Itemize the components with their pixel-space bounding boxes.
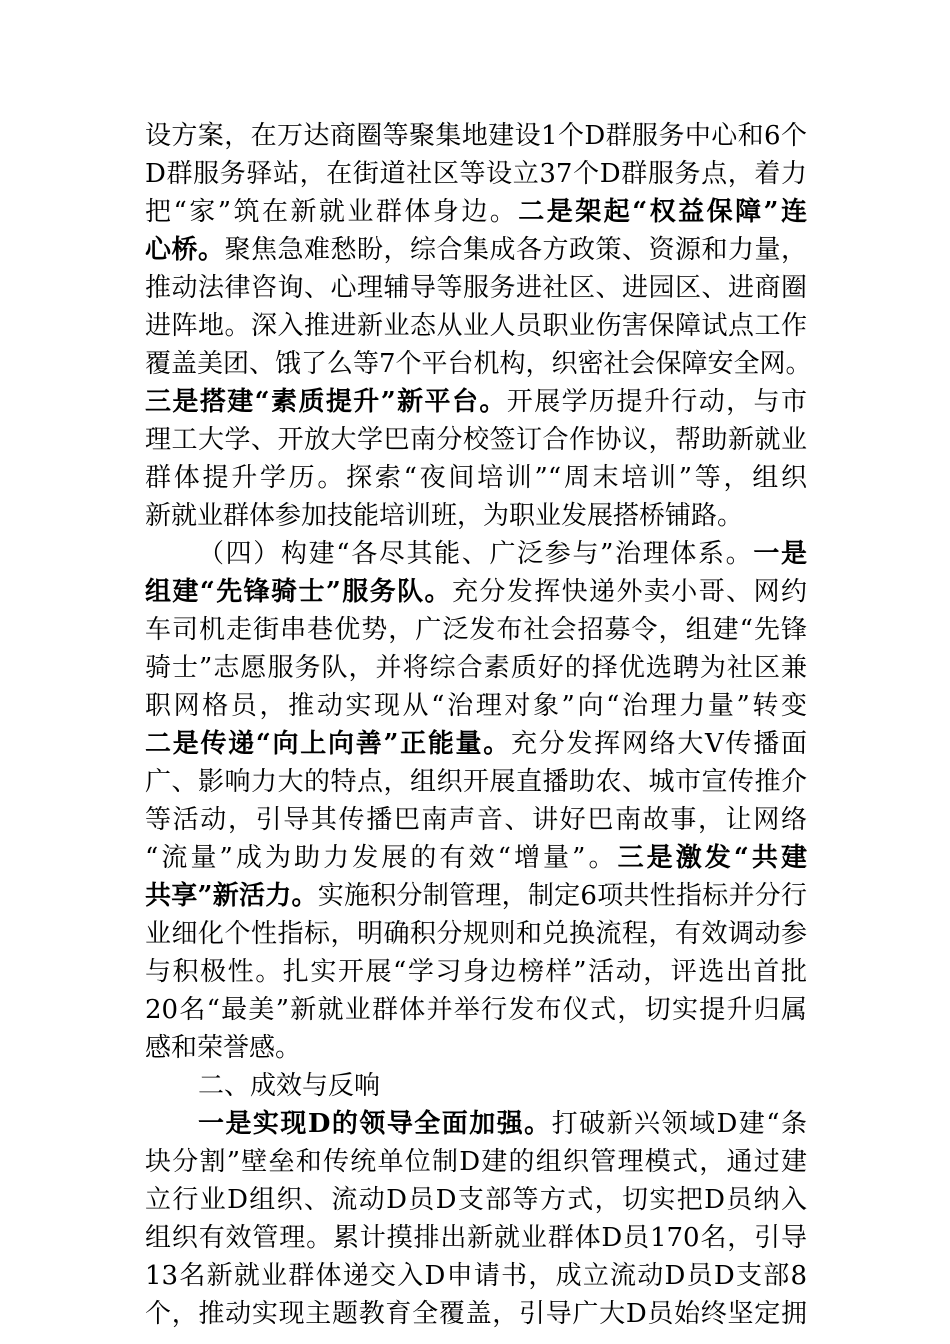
text-run: 覆盖美团、饿了么等7个平台机构，织密社会保障安全网。 [145,349,812,379]
text-run: 把“家”筑在新就业群体身边。 [145,197,519,227]
text-run: 二、成效与反响 [198,1071,381,1101]
text-run: 理工大学、开放大学巴南分校签订合作协议，帮助新就业 [145,425,807,455]
body-text-line [145,800,807,840]
text-run: 广、影响力大的特点，组织开展直播助农、城市宣传推介 [145,767,807,797]
body-text-line [145,306,807,346]
bold-heading-run: 三是搭建“素质提升”新平台。 [145,387,507,417]
bold-heading-run: 二是传递“向上向善”正能量。 [145,729,512,759]
body-text-line [145,1294,807,1334]
text-run: 块分割”壁垒和传统单位制D建的组织管理模式，通过建 [145,1147,807,1177]
text-run: “流量”成为助力发展的有效“增量”。 [145,843,618,873]
bold-heading-run: 二是架起“权益保障”连 [518,197,807,227]
text-run: 立行业D组织、流动D员D支部等方式，切实把D员纳入 [145,1185,807,1215]
text-run: 实施积分制管理，制定6项共性指标并分行 [317,881,807,911]
body-text-line [145,154,807,194]
body-text-line [145,344,812,384]
body-text-line [145,724,807,764]
text-run: 等活动，引导其传播巴南声音、讲好巴南故事，让网络 [145,805,807,835]
text-run: 充分发挥网络大V传播面 [511,729,807,759]
body-text-line [145,1180,807,1220]
bold-heading-run: 一是实现D的领导全面加强。 [198,1109,552,1139]
body-text-line [145,914,807,954]
text-run: （四）构建“各尽其能、广泛参与”治理体系。 [198,539,754,569]
bold-heading-run: 组建“先锋骑士”服务队。 [145,577,452,607]
text-run: 组织有效管理。累计摸排出新就业群体D员170名，引导 [145,1223,807,1253]
body-text-line [145,762,807,802]
text-run: 打破新兴领域D建“条 [551,1109,807,1139]
text-run: 进阵地。深入推进新业态从业人员职业伤害保障试点工作 [145,311,807,341]
body-text-line [145,1028,807,1068]
body-text-line [145,952,807,992]
text-run: 与积极性。扎实开展“学习身边榜样”活动，评选出首批 [145,957,807,987]
body-text-line [145,1218,807,1258]
body-text-line [145,1256,807,1296]
text-run: 推动法律咨询、心理辅导等服务进社区、进园区、进商圈 [145,273,807,303]
body-text-line [145,116,807,156]
text-run: 骑士”志愿服务队，并将综合素质好的择优选聘为社区兼 [145,653,807,683]
text-run: 业细化个性指标，明确积分规则和兑换流程，有效调动参 [145,919,807,949]
body-text-line [145,648,807,688]
bold-heading-run: 三是激发“共建 [617,843,807,873]
text-run: 职网格员，推动实现从“治理对象”向“治理力量”转变 [145,691,807,721]
text-run: 设方案，在万达商圈等聚集地建设1个D群服务中心和6个 [145,121,807,151]
text-run: 充分发挥快递外卖小哥、网约 [451,577,807,607]
section-heading-line [198,534,807,574]
bold-heading-run: 共享”新活力。 [145,881,318,911]
body-text-line [145,572,807,612]
body-text-line [145,990,807,1030]
body-text-line [145,496,807,536]
bold-heading-run: 心桥。 [145,235,225,265]
text-run: 开展学历提升行动，与市 [506,387,807,417]
body-text-line [198,1104,807,1144]
body-text-line [145,420,807,460]
text-run: 20名“最美”新就业群体并举行发布仪式，切实提升归属 [145,995,807,1025]
text-run: 聚焦急难愁盼，综合集成各方政策、资源和力量， [224,235,807,265]
text-run: D群服务驿站，在街道社区等设立37个D群服务点，着力 [145,159,807,189]
body-text-line [145,838,807,878]
body-text-line [145,1142,807,1182]
body-text-line [145,876,807,916]
body-text-line [145,686,807,726]
text-run: 感和荣誉感。 [145,1033,302,1063]
section-title [198,1066,498,1106]
bold-heading-run: 一是 [753,539,807,569]
body-text-line [145,610,807,650]
text-run: 13名新就业群体递交入D申请书，成立流动D员D支部8 [145,1261,807,1291]
text-run: 车司机走街串巷优势，广泛发布社会招募令，组建“先锋 [145,615,807,645]
text-run: 群体提升学历。探索“夜间培训”“周末培训”等，组织 [145,463,807,493]
body-text-line [145,382,807,422]
text-run: 新就业群体参加技能培训班，为职业发展搭桥铺路。 [145,501,744,531]
text-run: 个，推动实现主题教育全覆盖，引导广大D员始终坚定拥 [145,1299,807,1329]
body-text-line [145,192,807,232]
body-text-line [145,268,807,308]
body-text-line [145,230,807,270]
body-text-line [145,458,807,498]
